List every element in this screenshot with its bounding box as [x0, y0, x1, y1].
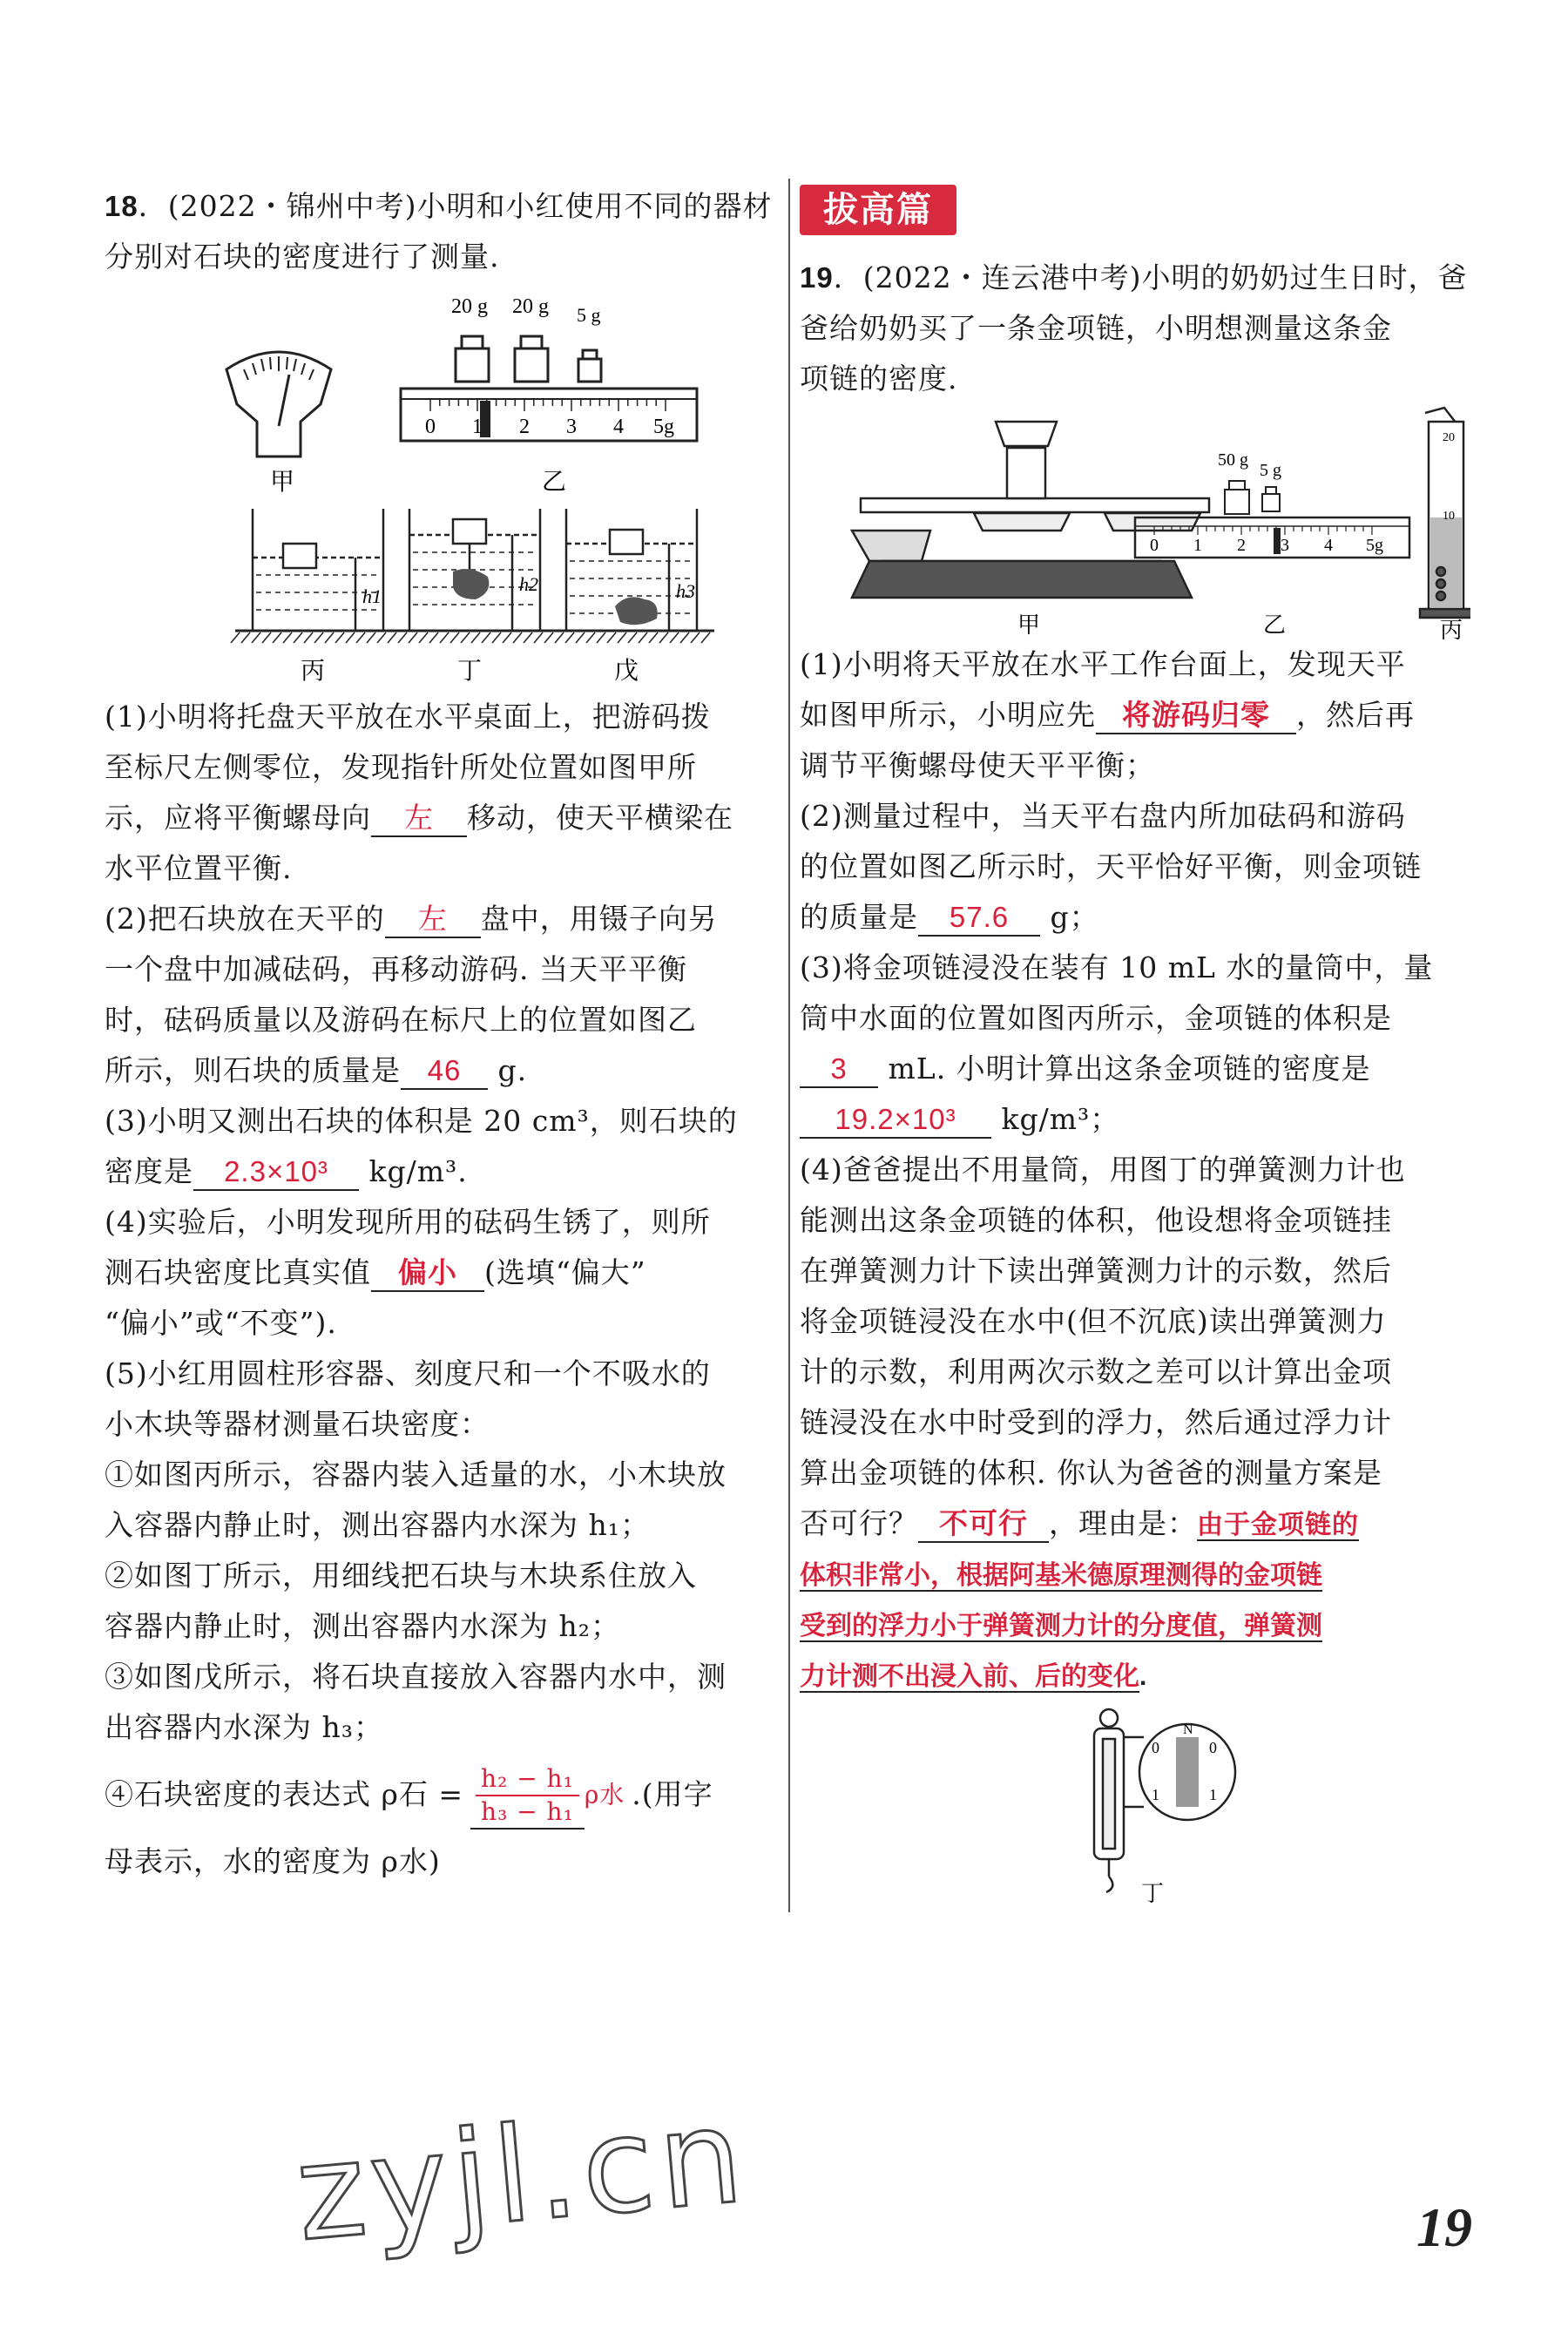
watermark: zyjl.cn — [290, 2080, 754, 2271]
svg-text:5 g: 5 g — [577, 304, 601, 326]
answer-blank[interactable]: 不可行 — [918, 1506, 1049, 1543]
question-number: 18 — [105, 190, 139, 222]
weights-icon — [451, 295, 601, 382]
figure-balance-scale — [105, 282, 775, 500]
svg-text:h2: h2 — [519, 573, 538, 595]
svg-text:2: 2 — [519, 416, 530, 438]
answer-blank[interactable]: 将游码归零 — [1096, 698, 1296, 734]
svg-text:3: 3 — [566, 416, 577, 438]
column-divider — [788, 179, 790, 1912]
figure-balance-cylinder — [800, 404, 1470, 639]
svg-text:1: 1 — [1193, 536, 1202, 555]
answer-blank[interactable]: 左 — [371, 801, 467, 837]
answer-blank[interactable]: 46 — [401, 1053, 488, 1090]
answer-blank[interactable]: 3 — [800, 1052, 878, 1088]
reason-text: 由于金项链的 — [1197, 1511, 1359, 1539]
reason-text: 受到的浮力小于弹簧测力计的分度值，弹簧测 — [800, 1612, 1322, 1640]
svg-text:0: 0 — [1150, 536, 1159, 555]
question-19: 19．(2022・连云港中考)小明的奶奶过生日时，爸 爸给奶奶买了一条金项链，小明想测量这条金 项链的密度. 甲 50 g 5 g 0 1 2 3 4 5g 乙 20 10 丙 (1)小明将天平放在水平工作台面上，发现天平 如图甲所示，小明应先 将游码归零 ，然后再 调节平衡螺母使天平平衡； (2)测量过程中，当天平右盘内所加砝码和游码 的位置如图乙所示时，天平恰好平衡，则金项链 的质量是 57.6 g； (3)将金项链浸没在装有 10 mL 水的量筒中，量 筒中水面的位置如图丙所示，金项链的体积是 3 mL. 小明计算出这条金项链的密度是 19.2×10³ kg/m³； (4)爸爸提出不用量筒，用图丁的弹簧测力计也 能测出这条金项链的体积，他设想将金项链挂 在弹簧测力计下读出弹簧测力计的示数，然后 将金项链浸没在水中(但不沉底)读出弹簧测力 计的示数，利用两次示数之差可以计算出金项 链浸没在水中时受到的浮力，然后通过浮力计 算出金项链的体积. 你认为爸爸的测量方案是 否可行？ 不可行 ，理由是：由于金项链的 体积非常小，根据阿基米德原理测得的金项链 受到的浮力小于弹簧测力计的分度值，弹簧测 力计测不出浸入前、后的变化. N 0 1 0 1 丁 — [800, 253, 1470, 1903]
svg-text:1: 1 — [1209, 1786, 1217, 1803]
svg-text:4: 4 — [1324, 536, 1333, 555]
stone-icon — [615, 597, 658, 625]
fig-label-wu: 戊 — [614, 658, 639, 685]
answer-blank[interactable]: 57.6 — [918, 900, 1040, 937]
svg-text:h3: h3 — [676, 580, 695, 602]
stone-icon — [453, 569, 489, 599]
svg-text:5g: 5g — [653, 416, 674, 438]
section-badge: 拔高篇 — [800, 185, 956, 235]
pointer-dial-icon — [226, 352, 331, 457]
page-number: 19 — [1416, 2196, 1472, 2258]
svg-text:1: 1 — [1152, 1786, 1159, 1803]
svg-text:20 g: 20 g — [451, 295, 488, 318]
answer-blank[interactable]: 19.2×10³ — [800, 1102, 991, 1139]
svg-text:5 g: 5 g — [1260, 461, 1281, 480]
fig-label-ding: 丁 — [1141, 1881, 1165, 1903]
svg-text:2: 2 — [1237, 536, 1246, 555]
fig-label-ding: 丁 — [457, 658, 483, 685]
ruler-icon — [401, 389, 697, 441]
density-formula: $\frac{\text{h₂ − h₁}}{\text{h₃ − h₁}}$ ρ水 — [470, 1763, 625, 1830]
svg-text:1: 1 — [472, 416, 483, 438]
balance-icon — [852, 422, 1209, 598]
svg-text:5g: 5g — [1366, 536, 1383, 555]
reason-text: 力计测不出浸入前、后的变化 — [800, 1662, 1139, 1691]
weights-icon — [1218, 450, 1281, 514]
svg-text:4: 4 — [613, 416, 624, 438]
fig-label-yi: 乙 — [542, 469, 567, 496]
svg-text:0: 0 — [1209, 1739, 1217, 1756]
spring-scale-figure — [800, 1702, 1470, 1903]
svg-text:3: 3 — [1281, 536, 1289, 555]
question-number: 19 — [800, 261, 834, 294]
svg-text:20: 20 — [1443, 431, 1455, 444]
fig-label-jia: 甲 — [270, 469, 295, 496]
svg-text:50 g: 50 g — [1218, 450, 1248, 470]
answer-blank[interactable]: 左 — [385, 902, 481, 938]
fig-label-jia: 甲 — [1017, 612, 1041, 638]
reason-text: 体积非常小，根据阿基米德原理测得的金项链 — [800, 1561, 1322, 1590]
svg-text:20 g: 20 g — [512, 295, 549, 318]
fig-label-yi: 乙 — [1263, 612, 1287, 638]
svg-text:0: 0 — [1152, 1739, 1159, 1756]
answer-blank[interactable]: 偏小 — [371, 1255, 484, 1292]
fig-label-bing: 丙 — [1440, 618, 1463, 639]
figure-containers — [105, 500, 775, 692]
answer-blank[interactable]: 2.3×10³ — [193, 1154, 359, 1191]
svg-text:N: N — [1183, 1722, 1193, 1737]
svg-text:10: 10 — [1443, 510, 1455, 523]
fig-label-bing: 丙 — [301, 658, 326, 685]
question-18: 18．(2022・锦州中考)小明和小红使用不同的器材 分别对石块的密度进行了测量. 甲 20 g 20 g 5 g 0 1 2 3 4 5g 乙 h1 h2 h3 丙 丁 戊 (1)小明将托盘天平放在水平桌面上，把游码拨 至标尺左侧零位，发现指针所处位置如图甲所 示，应将平衡螺母向 左 移动，使天平横梁在 水平位置平衡. (2)把石块放在天平的 左 盘中，用镊子向另 一个盘中加减砝码，再移动游码. 当天平平衡 时，砝码质量以及游码在标尺上的位置如图乙 所示，则石块的质量是 46 g. (3)小明又测出石块的体积是 20 cm³，则石块的 密度是 2.3×10³ kg/m³. (4)实验后，小明发现所用的砝码生锈了，则所 测石块密度比真实值 偏小 (选填“偏大” “偏小”或“不变”). (5)小红用圆柱形容器、刻度尺和一个不吸水的 小木块等器材测量石块密度： ①如图丙所示，容器内装入适量的水，小木块放 入容器内静止时，测出容器内水深为 h₁； ②如图丁所示，用细线把石块与木块系住放入 容器内静止时，测出容器内水深为 h₂； ③如图戊所示，将石块直接放入容器内水中，测 出容器内水深为 h₃； ④石块密度的表达式 ρ石 = $\frac{\text{h₂ − h₁}}{\text{h₃ − h₁}}$ ρ水 .(用字 母表示，水的密度为 ρ水) — [105, 181, 775, 1887]
svg-text:0: 0 — [425, 416, 436, 438]
svg-text:h1: h1 — [362, 585, 382, 607]
